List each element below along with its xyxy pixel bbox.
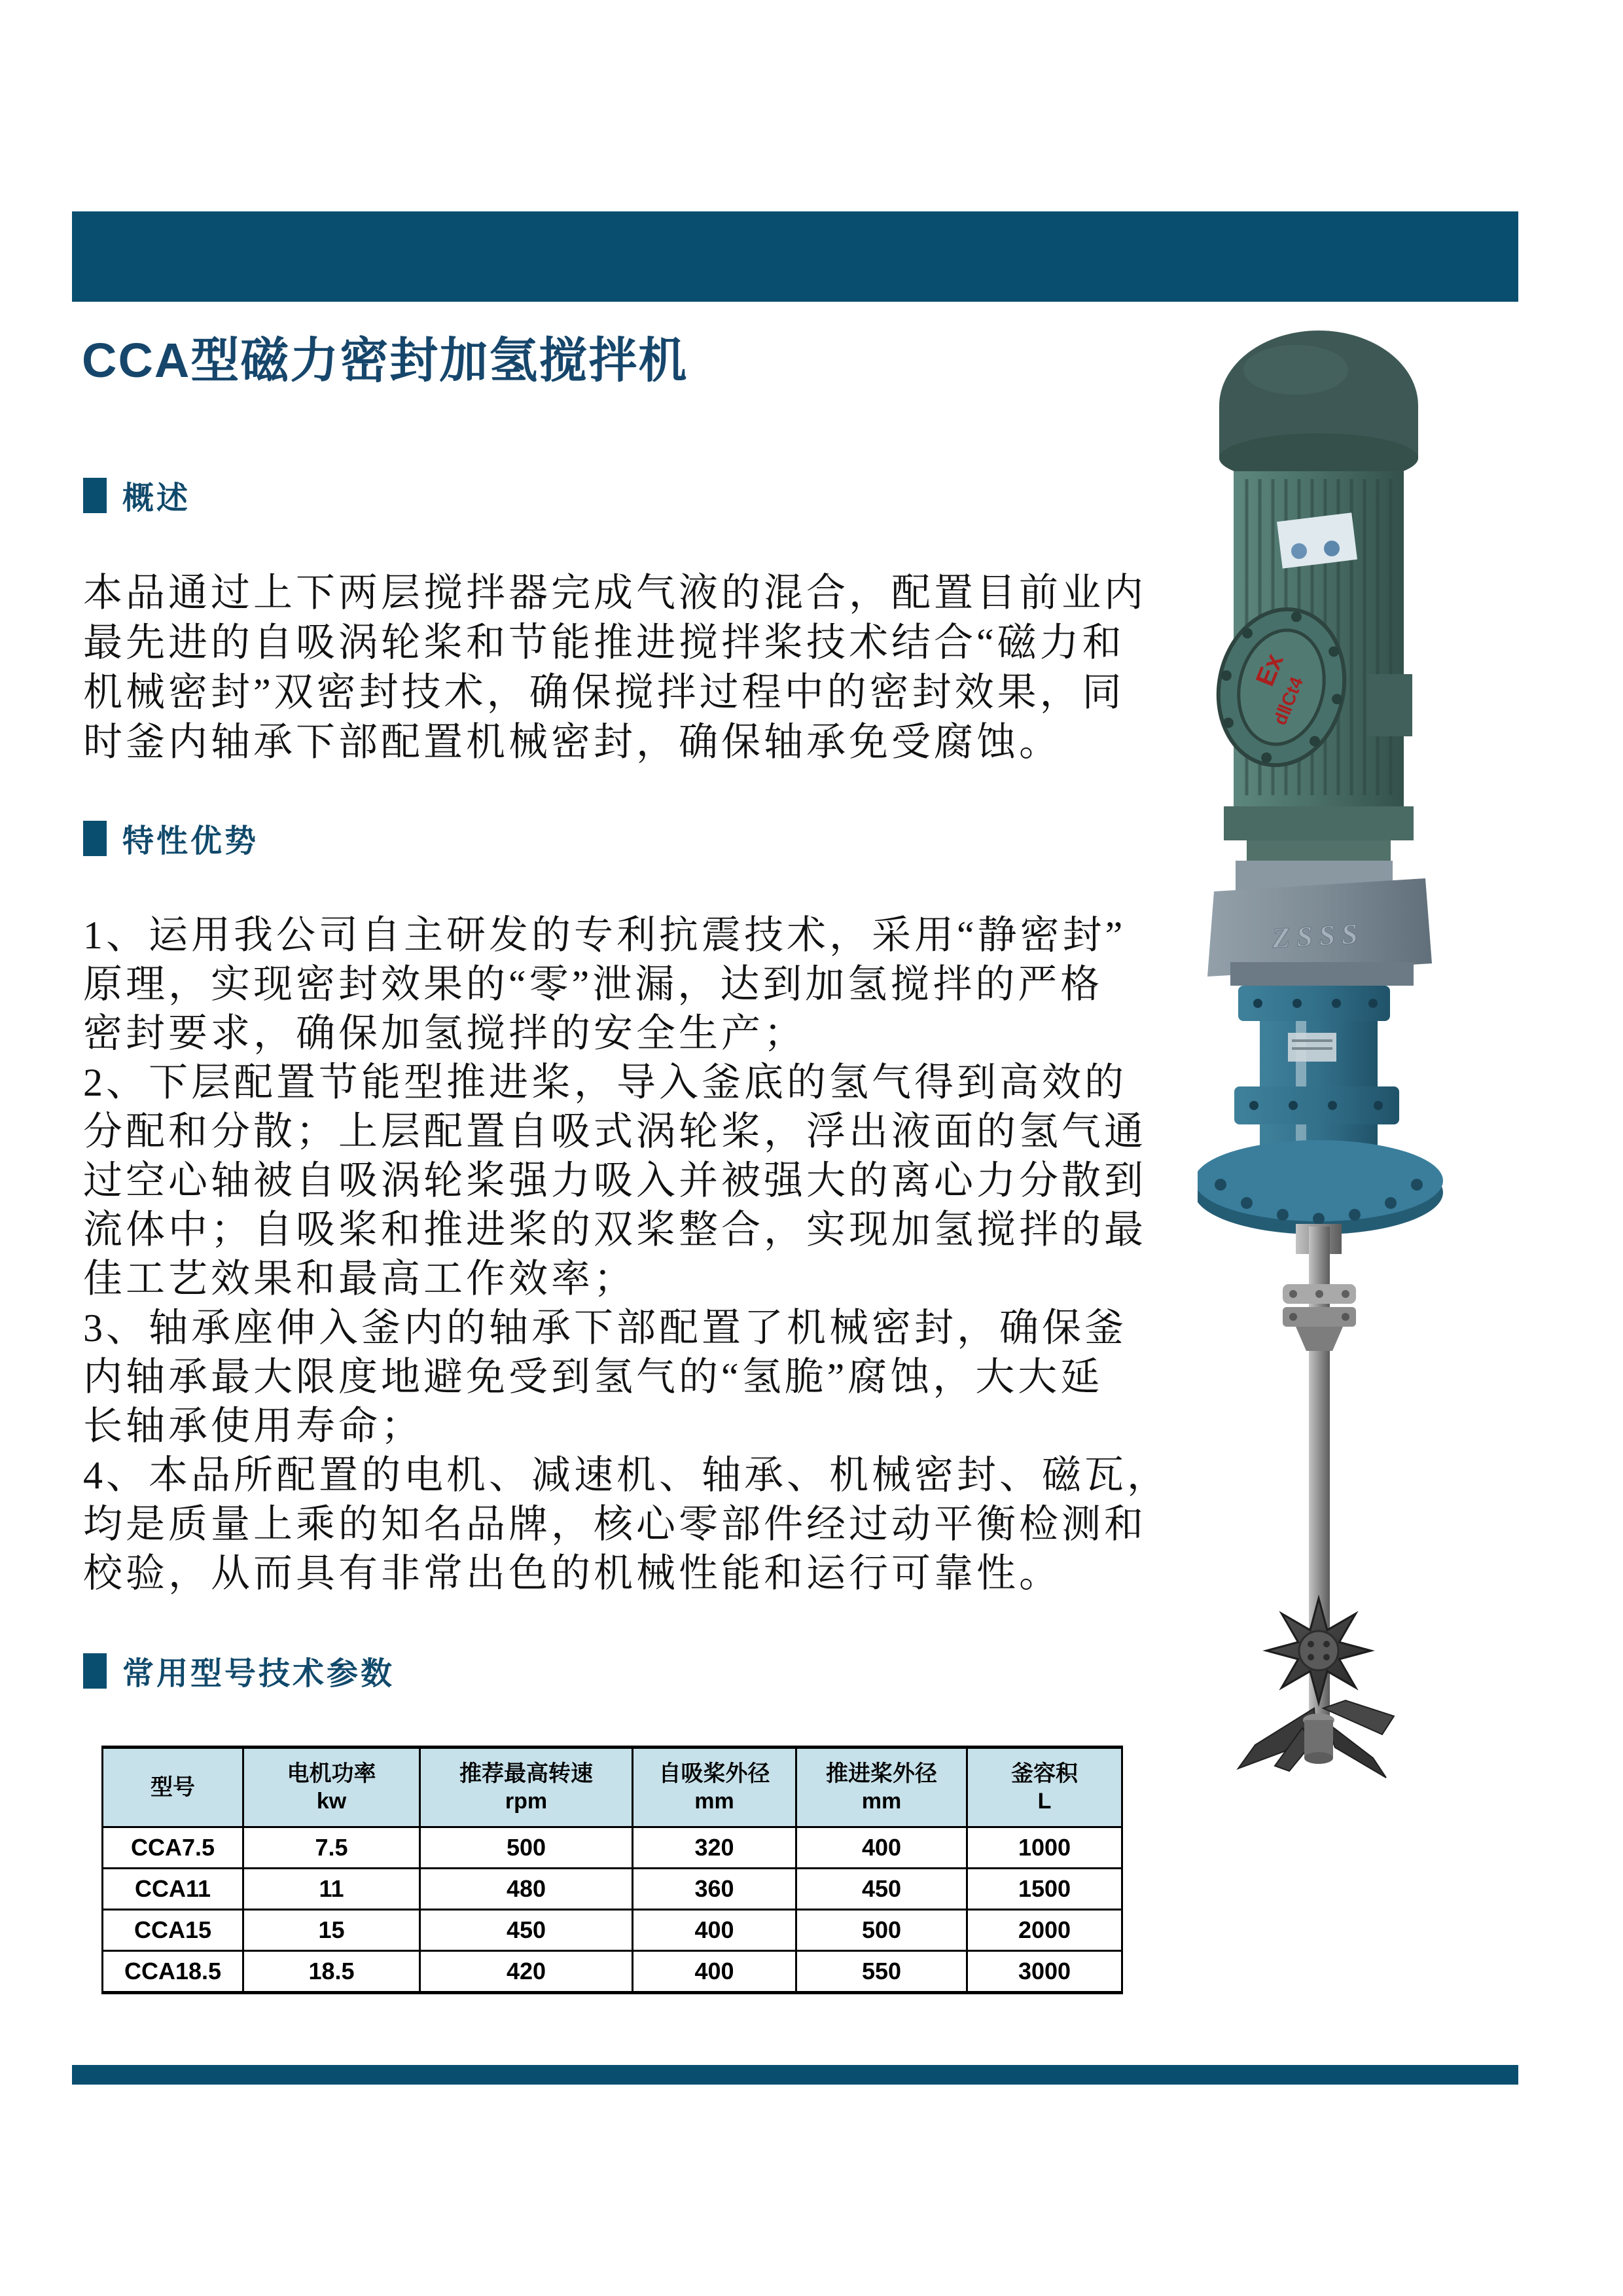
cell-vessel-volume: 2000 (967, 1910, 1122, 1951)
cell-propeller-dia: 500 (796, 1910, 967, 1951)
column-label: 推荐最高转速 (459, 1761, 593, 1786)
cell-turbine-dia: 400 (633, 1951, 796, 1993)
page-title: CCA型磁力密封加氢搅拌机 (82, 333, 688, 387)
feature-line: 原理，实现密封效果的“零”泄漏，达到加氢搅拌的严格 (83, 963, 1103, 1006)
cell-power: 11 (243, 1869, 420, 1910)
features-list (83, 911, 1169, 1598)
column-header (243, 1748, 420, 1827)
bottom-accent-bar (72, 2065, 1518, 2085)
cell-power: 18.5 (243, 1951, 420, 1993)
feature-line: 均是质量上乘的知名品牌，核心零部件经过动平衡检测和 (83, 1503, 1147, 1546)
paragraph-line: 本品通过上下两层搅拌器完成气液的混合，配置目前业内 (83, 571, 1147, 615)
cell-turbine-dia: 360 (633, 1869, 796, 1910)
cell-vessel-volume: 1000 (967, 1827, 1122, 1869)
cell-speed: 500 (420, 1827, 633, 1869)
table-row (103, 1869, 1122, 1910)
column-unit: mm (694, 1789, 734, 1814)
feature-line: 1、运用我公司自主研发的专利抗震技术，采用“静密封” (83, 914, 1126, 957)
gearbox (1207, 861, 1432, 986)
paragraph-line: 机械密封”双密封技术，确保搅拌过程中的密封效果，同 (83, 671, 1125, 714)
column-unit: mm (861, 1789, 902, 1814)
cell-speed: 420 (420, 1951, 633, 1993)
top-accent-bar (72, 211, 1518, 302)
cell-propeller-dia: 550 (796, 1951, 967, 1993)
column-unit: L (1037, 1789, 1052, 1814)
table-row (103, 1827, 1122, 1869)
ex-marking-line2: dⅡCt4 (1269, 673, 1308, 728)
section-heading-label: 特性优势 (122, 824, 259, 859)
section-heading-label: 常用型号技术参数 (122, 1657, 395, 1691)
cell-vessel-volume: 1500 (967, 1869, 1122, 1910)
cell-turbine-dia: 400 (633, 1910, 796, 1951)
paragraph-line: 时釜内轴承下部配置机械密封，确保轴承免受腐蚀。 (83, 721, 1061, 764)
conduit-box (1366, 674, 1412, 736)
cell-speed: 450 (420, 1910, 633, 1951)
spec-table (101, 1746, 1123, 1994)
column-header (633, 1748, 796, 1827)
column-header (967, 1748, 1122, 1827)
feature-line: 校验，从而具有非常出色的机械性能和运行可靠性。 (83, 1552, 1061, 1595)
section-heading-overview (83, 473, 190, 518)
gearbox-brand-label: ZSSS (1271, 917, 1365, 954)
column-header (420, 1748, 633, 1827)
column-unit: kw (316, 1789, 347, 1814)
feature-line: 过空心轴被自吸涡轮桨强力吸入并被强大的离心力分散到 (83, 1159, 1147, 1202)
section-heading-features (83, 816, 259, 861)
cell-propeller-dia: 450 (796, 1869, 967, 1910)
column-unit: rpm (505, 1789, 548, 1814)
product-photo-mixer (1198, 308, 1459, 1800)
turbine-impeller (1266, 1598, 1371, 1703)
square-bullet-icon (83, 478, 107, 513)
table-header-row (103, 1748, 1122, 1827)
cell-model: CCA18.5 (103, 1951, 243, 1993)
square-bullet-icon (83, 1653, 107, 1689)
cell-vessel-volume: 3000 (967, 1951, 1122, 1993)
cell-model: CCA11 (103, 1869, 243, 1910)
cell-turbine-dia: 320 (633, 1827, 796, 1869)
section-heading-specs (83, 1648, 395, 1693)
table-row (103, 1951, 1122, 1993)
feature-line: 密封要求，确保加氢搅拌的安全生产； (83, 1012, 806, 1055)
feature-line: 流体中；自吸桨和推进桨的双桨整合，实现加氢搅拌的最 (83, 1208, 1147, 1251)
ex-marking-line1: Ex (1250, 649, 1289, 691)
column-header (103, 1748, 243, 1827)
column-label: 电机功率 (287, 1761, 376, 1786)
feature-line: 4、本品所配置的电机、减速机、轴承、机械密封、磁瓦， (83, 1454, 1169, 1497)
feature-line: 内轴承最大限度地避免受到氢气的“氢脆”腐蚀，大大延 (83, 1355, 1103, 1399)
seal-housing (1234, 986, 1399, 1157)
feature-line: 长轴承使用寿命； (83, 1405, 423, 1448)
cell-speed: 480 (420, 1869, 633, 1910)
table-row (103, 1910, 1122, 1951)
paragraph-line: 最先进的自吸涡轮桨和节能推进搅拌桨技术结合“磁力和 (83, 621, 1125, 664)
section-heading-label: 概述 (122, 481, 191, 516)
cell-power: 7.5 (243, 1827, 420, 1869)
column-header (796, 1748, 967, 1827)
overview-paragraph (83, 568, 1147, 767)
certification-sticker (1277, 512, 1357, 568)
column-label: 釜容积 (1011, 1761, 1078, 1786)
cell-power: 15 (243, 1910, 420, 1951)
feature-line: 佳工艺效果和最高工作效率； (83, 1257, 636, 1300)
cell-model: CCA15 (103, 1910, 243, 1951)
square-bullet-icon (83, 821, 107, 856)
cell-model: CCA7.5 (103, 1827, 243, 1869)
column-label: 推进桨外径 (826, 1761, 937, 1786)
column-label: 型号 (151, 1775, 195, 1800)
motor-cap (1219, 331, 1418, 483)
feature-line: 3、轴承座伸入釜内的轴承下部配置了机械密封，确保釜 (83, 1306, 1127, 1350)
feature-line: 分配和分散；上层配置自吸式涡轮桨，浮出液面的氢气通 (83, 1110, 1147, 1153)
feature-line: 2、下层配置节能型推进桨，导入釜底的氢气得到高效的 (83, 1061, 1127, 1104)
cell-propeller-dia: 400 (796, 1827, 967, 1869)
footer (0, 2094, 1518, 2153)
column-label: 自吸桨外径 (658, 1761, 770, 1786)
